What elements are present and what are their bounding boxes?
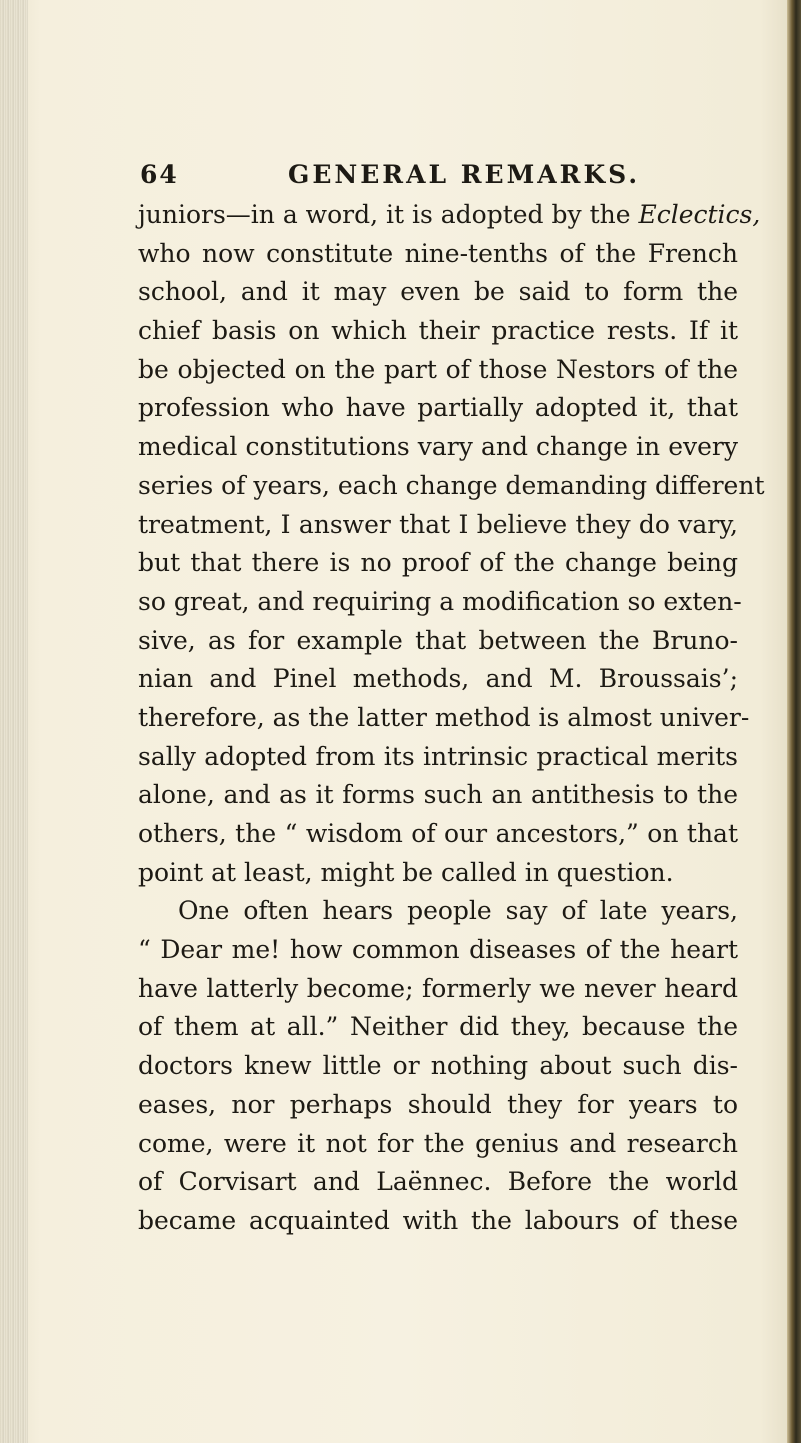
text-line: alone, and as it forms such an antithesis to the (138, 780, 738, 810)
text-line: therefore, as the latter method is almost univer- (138, 702, 750, 732)
text-line: eases, nor perhaps should they for years to (138, 1089, 738, 1119)
text-line: sally adopted from its intrinsic practical merits (138, 741, 738, 771)
text-line: who now constitute nine-tenths of the French (138, 238, 738, 268)
text-line: so great, and requiring a modification so exten- (138, 586, 742, 616)
text-line: doctors knew little or nothing about such dis- (138, 1051, 738, 1081)
page-number: 64 (140, 160, 179, 189)
text-line: be objected on the part of those Nestors of the (138, 354, 738, 384)
text-line: come, were it not for the genius and research (138, 1128, 738, 1158)
text-line: others, the “ wisdom of our ancestors,” on that (138, 819, 738, 848)
text-line: sive, as for example that between the Bruno- (138, 625, 738, 655)
body-text (138, 196, 765, 1241)
page-binding-gutter (0, 0, 28, 1443)
text-line: chief basis on which their practice rests. If it (138, 316, 738, 346)
text-line: medical constitutions vary and change in every (138, 432, 738, 462)
text-line: of Corvisart and Laënnec. Before the world (138, 1167, 738, 1197)
text-line: became acquainted with the labours of these (138, 1205, 738, 1235)
page-header (140, 160, 760, 200)
text-line: have latterly become; formerly we never heard (138, 973, 738, 1003)
text-line: school, and it may even be said to form the (138, 277, 738, 307)
italic-term: Eclectics, (638, 200, 761, 229)
running-title: GENERAL REMARKS. (288, 160, 641, 189)
text-line-paragraph-end: point at least, might be called in question. (138, 857, 674, 887)
text-line: juniors—in a word, it is adopted by the Eclectics, (138, 200, 761, 229)
text-line: of them at all.” Neither did they, because the (138, 1012, 738, 1042)
text-line: “ Dear me! how common diseases of the heart (138, 935, 738, 965)
text-line: series of years, each change demanding different (138, 470, 765, 500)
text-line: profession who have partially adopted it, that (138, 393, 738, 423)
page-edge (787, 0, 801, 1443)
text-line: nian and Pinel methods, and M. Broussais’; (138, 664, 738, 694)
text-line: but that there is no proof of the change being (138, 548, 738, 578)
text-line: treatment, I answer that I believe they do vary, (138, 509, 738, 539)
text-line-paragraph-start: One often hears people say of late years, (178, 896, 738, 926)
